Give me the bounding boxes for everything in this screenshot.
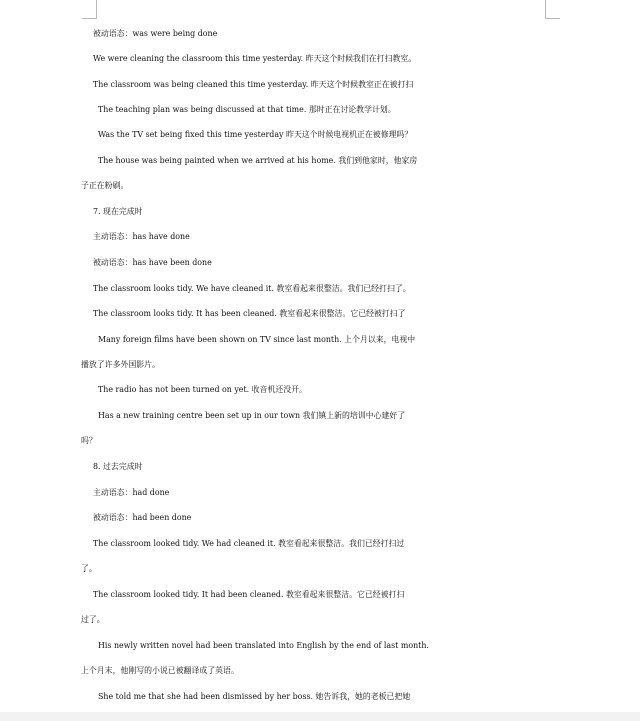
text-line: Has a new training centre been set up in our town 我们镇上新的培训中心建好了 <box>98 411 406 420</box>
section-heading: 8. 过去完成时 <box>93 462 143 471</box>
text-line: 被动语态：has have been done <box>93 258 212 267</box>
page-corner-mark-left <box>82 0 97 19</box>
text-line: She told me that she had been dismissed by her boss. 她告诉我，她的老板已把她 <box>98 692 411 701</box>
text-line: 吗？ <box>81 436 97 445</box>
text-line: 子正在粉刷。 <box>81 181 129 190</box>
text-line: 被动语态：had been done <box>93 513 192 522</box>
text-line: The teaching plan was being discussed at that time. 那时正在讨论教学计划。 <box>98 105 396 114</box>
page-bottom-edge <box>0 712 640 721</box>
text-line: We were cleaning the classroom this time yesterday. 昨天这个时候我们在打扫教室。 <box>93 54 417 63</box>
text-line: 主动语态：had done <box>93 488 170 497</box>
page-corner-mark-right <box>545 0 560 19</box>
text-line: The classroom was being cleaned this time yesterday. 昨天这个时候教室正在被打扫 <box>93 80 414 89</box>
text-line: 被动语态：was were being done <box>93 29 218 38</box>
text-line: The classroom looked tidy. We had cleaned it. 教室看起来很整洁。我们已经打扫过 <box>93 539 405 548</box>
text-line: The classroom looked tidy. It had been cleaned. 教室看起来很整洁。它已经被打扫 <box>93 590 405 599</box>
text-line: The classroom looks tidy. We have cleaned it. 教室看起来很整洁。我们已经打扫了。 <box>93 284 411 293</box>
text-line: The classroom looks tidy. It has been cleaned. 教室看起来很整洁。它已经被打扫了 <box>93 309 406 318</box>
text-line: 播放了许多外国影片。 <box>81 360 160 369</box>
section-heading: 7. 现在完成时 <box>93 207 143 216</box>
text-line: 上个月末，他刚写的小说已被翻译成了英语。 <box>81 666 239 675</box>
text-line: The house was being painted when we arrived at his home. 我们到他家时，他家房 <box>98 156 418 165</box>
text-line: 过了。 <box>81 615 105 624</box>
text-line: Was the TV set being fixed this time yesterday 昨天这个时候电视机正在被修理吗？ <box>98 130 413 139</box>
text-line: The radio has not been turned on yet. 收音机还没开。 <box>98 385 307 394</box>
text-line: His newly written novel had been translated into English by the end of last month. <box>98 641 429 650</box>
text-line: 主动语态：has have done <box>93 232 190 241</box>
text-line: 了。 <box>81 564 97 573</box>
text-line: Many foreign films have been shown on TV since last month. 上个月以来，电视中 <box>98 335 416 344</box>
